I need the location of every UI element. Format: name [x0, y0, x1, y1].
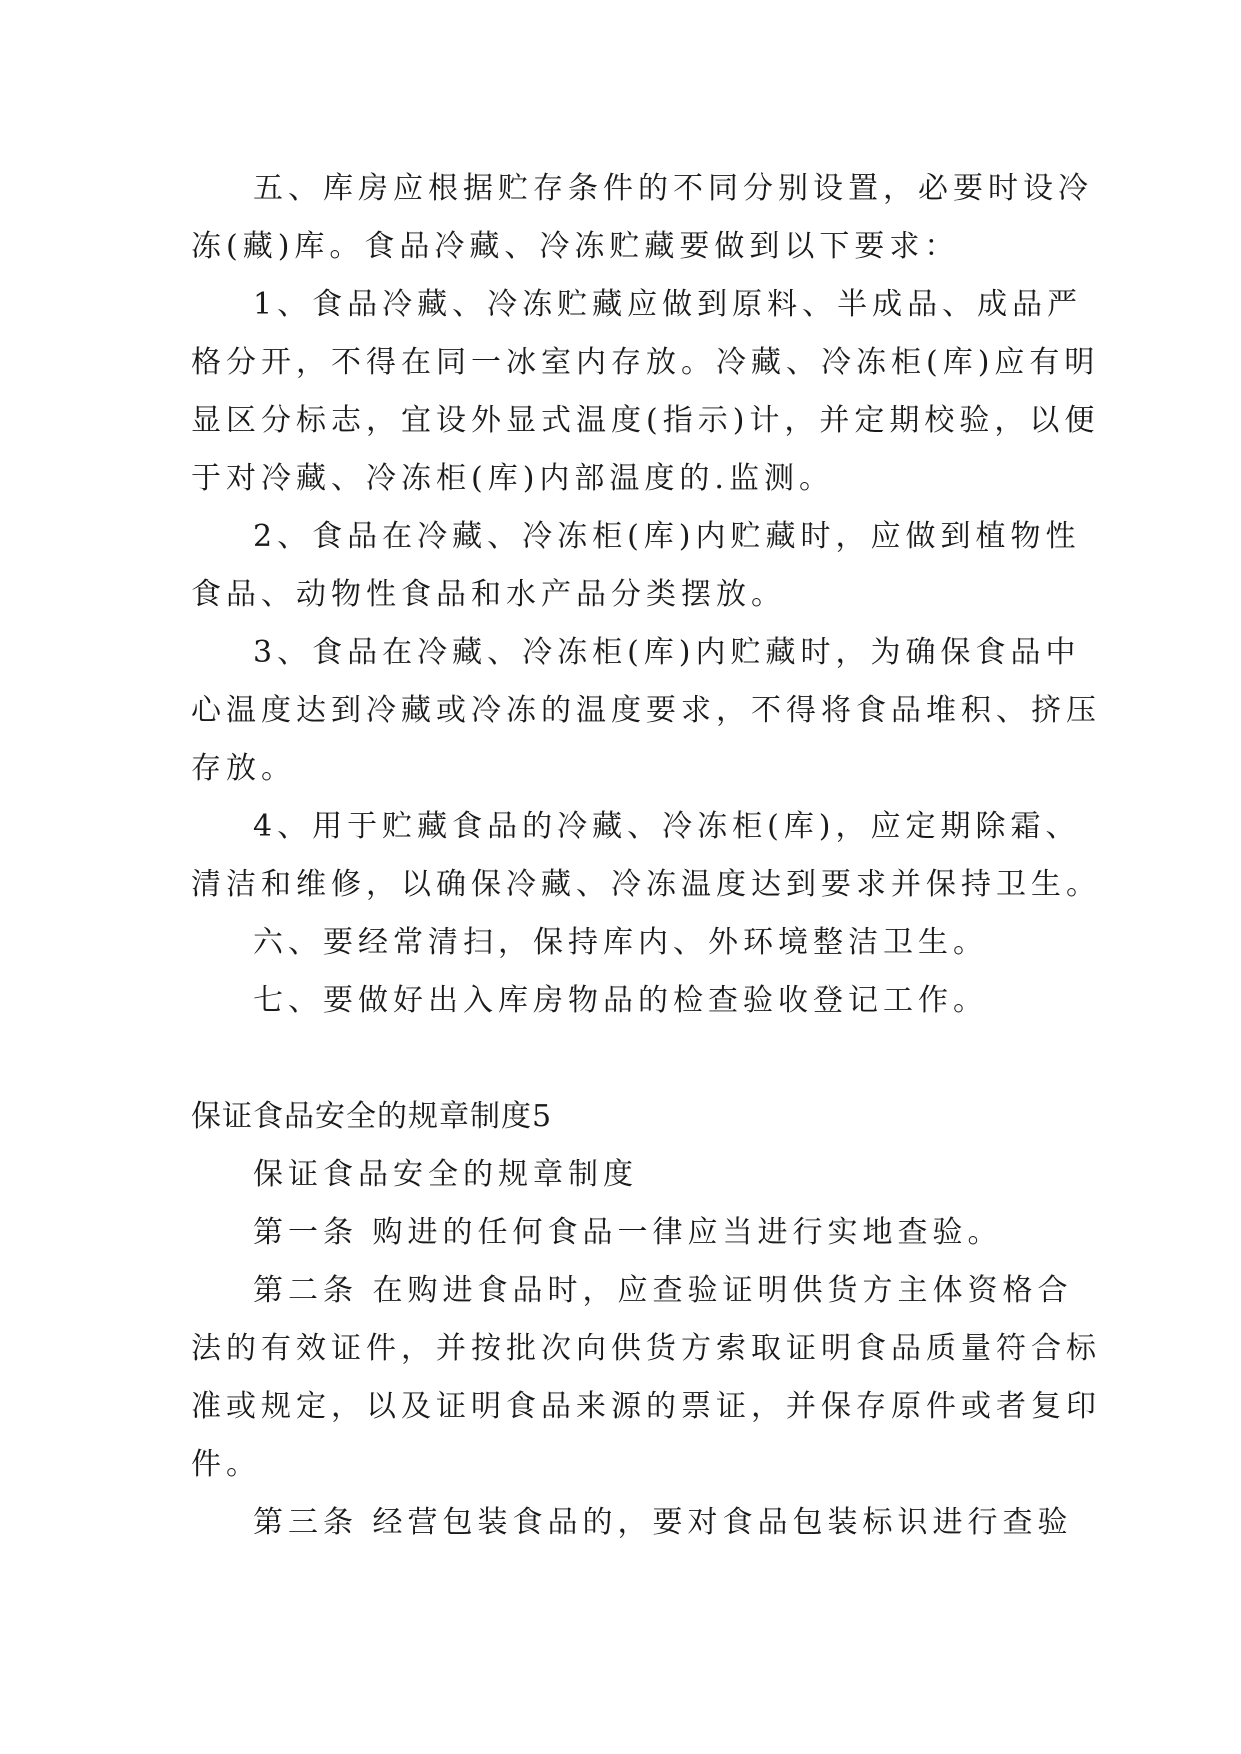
paragraph-line: 第一条 购进的任何食品一律应当进行实地查验。	[253, 1215, 1003, 1250]
paragraph-line: 五、库房应根据贮存条件的不同分别设置，必要时设冷	[253, 171, 1093, 206]
paragraph-line: 1、食品冷藏、冷冻贮藏应做到原料、半成品、成品严	[253, 287, 1083, 322]
paragraph-line: 保证食品安全的规章制度	[253, 1157, 638, 1192]
paragraph-line: 法的有效证件，并按批次向供货方索取证明食品质量符合标	[191, 1331, 1101, 1366]
paragraph-line: 七、要做好出入库房物品的检查验收登记工作。	[253, 983, 988, 1018]
paragraph-line: 第三条 经营包装食品的，要对食品包装标识进行查验	[253, 1505, 1073, 1540]
paragraph-line: 六、要经常清扫，保持库内、外环境整洁卫生。	[253, 925, 988, 960]
paragraph-line: 心温度达到冷藏或冷冻的温度要求，不得将食品堆积、挤压	[191, 693, 1101, 728]
paragraph-line: 准或规定，以及证明食品来源的票证，并保存原件或者复印	[191, 1389, 1101, 1424]
section-title: 保证食品安全的规章制度5	[191, 1099, 553, 1134]
paragraph-line: 存放。	[191, 751, 296, 786]
paragraph-line: 2、食品在冷藏、冷冻柜(库)内贮藏时，应做到植物性	[253, 519, 1081, 554]
paragraph-line: 第二条 在购进食品时，应查验证明供货方主体资格合	[253, 1273, 1073, 1308]
paragraph-line: 格分开，不得在同一冰室内存放。冷藏、冷冻柜(库)应有明	[191, 345, 1100, 380]
paragraph-line: 冻(藏)库。食品冷藏、冷冻贮藏要做到以下要求：	[191, 229, 960, 264]
paragraph-line: 显区分标志，宜设外显式温度(指示)计，并定期校验，以便	[191, 403, 1100, 438]
section-spacer	[191, 1030, 1051, 1088]
paragraph-line: 件。	[191, 1447, 261, 1482]
paragraph-line: 食品、动物性食品和水产品分类摆放。	[191, 577, 786, 612]
paragraph-line: 清洁和维修，以确保冷藏、冷冻温度达到要求并保持卫生。	[191, 867, 1101, 902]
document-body	[191, 160, 1101, 1552]
paragraph-line: 4、用于贮藏食品的冷藏、冷冻柜(库)，应定期除霜、	[253, 809, 1081, 844]
paragraph-line: 于对冷藏、冷冻柜(库)内部温度的.监测。	[191, 461, 834, 496]
paragraph-line: 3、食品在冷藏、冷冻柜(库)内贮藏时，为确保食品中	[253, 635, 1081, 670]
